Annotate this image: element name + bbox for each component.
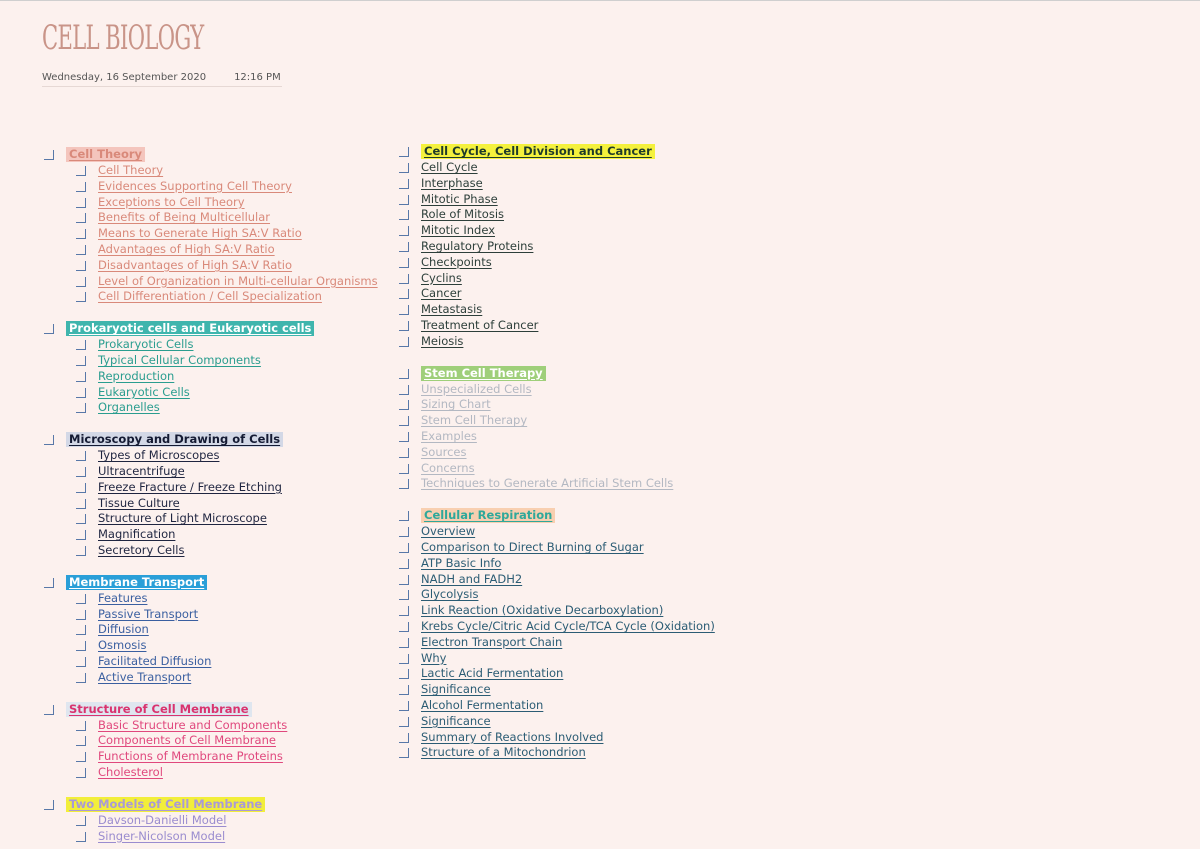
- checkbox-icon[interactable]: [399, 147, 409, 157]
- section-heading-label[interactable]: Prokaryotic cells and Eukaryotic cells: [66, 321, 314, 336]
- checkbox-icon[interactable]: [76, 673, 86, 683]
- checkbox-icon[interactable]: [76, 625, 86, 635]
- outline-item-link[interactable]: Osmosis: [98, 638, 147, 653]
- outline-item-link[interactable]: Examples: [421, 429, 477, 443]
- checkbox-icon[interactable]: [399, 385, 409, 395]
- checkbox-icon[interactable]: [399, 543, 409, 553]
- outline-item-link[interactable]: Why: [421, 650, 447, 665]
- outline-item-link[interactable]: Alcohol Fermentation: [421, 698, 544, 712]
- checkbox-icon[interactable]: [399, 195, 409, 205]
- outline-item-link[interactable]: Typical Cellular Components: [98, 353, 261, 367]
- outline-item-link[interactable]: Davson-Danielli Model: [98, 812, 227, 827]
- outline-item-link[interactable]: Cancer: [421, 286, 462, 301]
- top-divider: [0, 0, 1200, 1]
- checkbox-icon[interactable]: [44, 705, 54, 715]
- outline-item-link[interactable]: Summary of Reactions Involved: [421, 729, 604, 744]
- checkbox-icon[interactable]: [399, 210, 409, 220]
- checkbox-icon[interactable]: [399, 606, 409, 616]
- checkbox-icon[interactable]: [44, 578, 54, 588]
- outline-item-link[interactable]: Overview: [421, 524, 476, 539]
- section-heading-label[interactable]: Two Models of Cell Membrane: [66, 797, 265, 812]
- outline-item-link[interactable]: Electron Transport Chain: [421, 634, 563, 649]
- checkbox-icon[interactable]: [44, 800, 54, 810]
- outline-item-link[interactable]: Krebs Cycle/Citric Acid Cycle/TCA Cycle (Oxidation): [421, 619, 715, 633]
- checkbox-icon[interactable]: [76, 721, 86, 731]
- checkbox-icon[interactable]: [76, 610, 86, 620]
- outline-item-link[interactable]: Diffusion: [98, 622, 149, 637]
- checkbox-icon[interactable]: [399, 575, 409, 585]
- checkbox-icon[interactable]: [399, 479, 409, 489]
- checkbox-icon[interactable]: [399, 289, 409, 299]
- checkbox-icon[interactable]: [399, 448, 409, 458]
- checkbox-icon[interactable]: [44, 435, 54, 445]
- outline-item-link[interactable]: Reproduction: [98, 368, 175, 383]
- checkbox-icon[interactable]: [76, 229, 86, 239]
- outline-item-link[interactable]: Role of Mitosis: [421, 207, 505, 222]
- outline-item-link[interactable]: Basic Structure and Components: [98, 717, 288, 732]
- checkbox-icon[interactable]: [399, 685, 409, 695]
- checkbox-icon[interactable]: [399, 654, 409, 664]
- checkbox-icon[interactable]: [399, 163, 409, 173]
- outline-item-link[interactable]: Concerns: [421, 460, 475, 475]
- outline-item-link[interactable]: Lactic Acid Fermentation: [421, 666, 564, 681]
- section-heading-label[interactable]: Structure of Cell Membrane: [66, 702, 252, 717]
- outline-item-link[interactable]: Regulatory Proteins: [421, 239, 534, 253]
- checkbox-icon[interactable]: [399, 717, 409, 727]
- outline-item-link[interactable]: Organelles: [98, 400, 160, 415]
- checkbox-icon[interactable]: [399, 321, 409, 331]
- checkbox-icon[interactable]: [76, 514, 86, 524]
- outline-item-link[interactable]: Level of Organization in Multi-cellular Organisms: [98, 273, 378, 288]
- checkbox-icon[interactable]: [399, 559, 409, 569]
- outline-item-link[interactable]: Mitotic Phase: [421, 191, 498, 206]
- checkbox-icon[interactable]: [76, 245, 86, 255]
- checkbox-icon[interactable]: [399, 242, 409, 252]
- checkbox-icon[interactable]: [399, 748, 409, 758]
- outline-item-link[interactable]: Significance: [421, 682, 491, 697]
- outline-item-link[interactable]: Treatment of Cancer: [421, 318, 539, 332]
- checkbox-icon[interactable]: [399, 701, 409, 711]
- outline-item-link[interactable]: Metastasis: [421, 302, 483, 317]
- outline-item-link[interactable]: Cholesterol: [98, 765, 163, 779]
- checkbox-icon[interactable]: [399, 416, 409, 426]
- section-heading-label[interactable]: Membrane Transport: [66, 575, 207, 590]
- section-heading-label[interactable]: Microscopy and Drawing of Cells: [66, 432, 283, 447]
- checkbox-icon[interactable]: [76, 213, 86, 223]
- checkbox-icon[interactable]: [76, 657, 86, 667]
- checkbox-icon[interactable]: [399, 400, 409, 410]
- outline-item-link[interactable]: Sizing Chart: [421, 397, 491, 412]
- outline-item-link[interactable]: Cell Theory: [98, 163, 164, 177]
- outline-item-link[interactable]: Link Reaction (Oxidative Decarboxylation): [421, 603, 664, 618]
- checkbox-icon[interactable]: [399, 669, 409, 679]
- checkbox-icon[interactable]: [76, 832, 86, 842]
- outline-item-link[interactable]: Cell Differentiation / Cell Specialization: [98, 289, 322, 304]
- checkbox-icon[interactable]: [76, 388, 86, 398]
- outline-item-link[interactable]: Secretory Cells: [98, 543, 185, 557]
- outline-item-link[interactable]: Unspecialized Cells: [421, 381, 532, 396]
- outline-item-link[interactable]: Checkpoints: [421, 254, 492, 269]
- checkbox-icon[interactable]: [399, 464, 409, 474]
- checkbox-icon[interactable]: [76, 372, 86, 382]
- checkbox-icon[interactable]: [44, 324, 54, 334]
- outline-item-link[interactable]: Structure of a Mitochondrion: [421, 745, 586, 760]
- outline-item-link[interactable]: Ultracentrifuge: [98, 464, 185, 478]
- outline-item-link[interactable]: Disadvantages of High SA:V Ratio: [98, 257, 293, 272]
- checkbox-icon[interactable]: [76, 356, 86, 366]
- outline-item-link[interactable]: Tissue Culture: [98, 495, 180, 510]
- checkbox-icon[interactable]: [76, 340, 86, 350]
- checkbox-icon[interactable]: [399, 274, 409, 284]
- checkbox-icon[interactable]: [399, 305, 409, 315]
- outline-item-link[interactable]: Facilitated Diffusion: [98, 654, 212, 668]
- outline-item-link[interactable]: Passive Transport: [98, 606, 199, 621]
- checkbox-icon[interactable]: [76, 403, 86, 413]
- section-heading-label[interactable]: Cell Cycle, Cell Division and Cancer: [421, 144, 655, 159]
- outline-item-link[interactable]: Meiosis: [421, 333, 464, 348]
- checkbox-icon[interactable]: [76, 816, 86, 826]
- section-heading-label[interactable]: Stem Cell Therapy: [421, 366, 546, 381]
- checkbox-icon[interactable]: [76, 499, 86, 509]
- outline-item-link[interactable]: Components of Cell Membrane: [98, 733, 276, 748]
- outline-item-link[interactable]: Glycolysis: [421, 587, 479, 602]
- checkbox-icon[interactable]: [76, 467, 86, 477]
- outline-item-link[interactable]: Evidences Supporting Cell Theory: [98, 178, 292, 193]
- outline-item-link[interactable]: Stem Cell Therapy: [421, 413, 528, 428]
- checkbox-icon[interactable]: [76, 736, 86, 746]
- outline-item-link[interactable]: Active Transport: [98, 669, 192, 684]
- checkbox-icon[interactable]: [76, 182, 86, 192]
- outline-item-link[interactable]: Advantages of High SA:V Ratio: [98, 242, 275, 256]
- outline-item-link[interactable]: Structure of Light Microscope: [98, 511, 267, 526]
- checkbox-icon[interactable]: [399, 337, 409, 347]
- outline-item-link[interactable]: Benefits of Being Multicellular: [98, 210, 271, 225]
- checkbox-icon[interactable]: [76, 594, 86, 604]
- checkbox-icon[interactable]: [76, 261, 86, 271]
- outline-item-link[interactable]: ATP Basic Info: [421, 555, 502, 570]
- page-title: CELL BIOLOGY: [42, 18, 204, 58]
- checkbox-icon[interactable]: [76, 768, 86, 778]
- checkbox-icon[interactable]: [399, 590, 409, 600]
- outline-item-link[interactable]: Interphase: [421, 175, 483, 190]
- outline-item-link[interactable]: NADH and FADH2: [421, 571, 523, 586]
- checkbox-icon[interactable]: [76, 451, 86, 461]
- checkbox-icon[interactable]: [399, 432, 409, 442]
- checkbox-icon[interactable]: [399, 258, 409, 268]
- checkbox-icon[interactable]: [399, 733, 409, 743]
- checkbox-icon[interactable]: [76, 530, 86, 540]
- checkbox-icon[interactable]: [399, 369, 409, 379]
- checkbox-icon[interactable]: [399, 226, 409, 236]
- outline-item-link[interactable]: Cyclins: [421, 270, 462, 285]
- outline-item-link[interactable]: Features: [98, 590, 148, 605]
- checkbox-icon[interactable]: [399, 622, 409, 632]
- outline-item-link[interactable]: Exceptions to Cell Theory: [98, 194, 245, 209]
- outline-item-link[interactable]: Cell Cycle: [421, 160, 478, 174]
- outline-item-link[interactable]: Comparison to Direct Burning of Sugar: [421, 540, 644, 554]
- outline-item-link[interactable]: Singer-Nicolson Model: [98, 828, 226, 843]
- outline-item-link[interactable]: Techniques to Generate Artificial Stem Cells: [421, 476, 674, 491]
- checkbox-icon[interactable]: [76, 198, 86, 208]
- checkbox-icon[interactable]: [76, 641, 86, 651]
- outline-item-link[interactable]: Mitotic Index: [421, 223, 496, 238]
- outline-item-link[interactable]: Prokaryotic Cells: [98, 337, 194, 352]
- outline-item-link[interactable]: Types of Microscopes: [98, 448, 220, 463]
- page-time: 12:16 PM: [234, 72, 281, 83]
- checkbox-icon[interactable]: [76, 277, 86, 287]
- outline-item-link[interactable]: Magnification: [98, 527, 176, 542]
- section-heading-label[interactable]: Cellular Respiration: [421, 508, 555, 523]
- page-timestamp: [42, 72, 282, 87]
- checkbox-icon[interactable]: [44, 150, 54, 160]
- checkbox-icon[interactable]: [76, 166, 86, 176]
- checkbox-icon[interactable]: [399, 511, 409, 521]
- outline-item-link[interactable]: Functions of Membrane Proteins: [98, 749, 283, 764]
- outline-item-link[interactable]: Freeze Fracture / Freeze Etching: [98, 479, 282, 494]
- outline-item-link[interactable]: Eukaryotic Cells: [98, 384, 190, 399]
- checkbox-icon[interactable]: [399, 527, 409, 537]
- checkbox-icon[interactable]: [76, 292, 86, 302]
- checkbox-icon[interactable]: [76, 752, 86, 762]
- outline-item-link[interactable]: Means to Generate High SA:V Ratio: [98, 226, 302, 241]
- checkbox-icon[interactable]: [76, 483, 86, 493]
- checkbox-icon[interactable]: [399, 179, 409, 189]
- page-date: Wednesday, 16 September 2020: [42, 72, 207, 83]
- checkbox-icon[interactable]: [76, 546, 86, 556]
- checkbox-icon[interactable]: [399, 638, 409, 648]
- outline-item-link[interactable]: Sources: [421, 444, 467, 459]
- section-heading-label[interactable]: Cell Theory: [66, 147, 145, 162]
- outline-item-link[interactable]: Significance: [421, 713, 491, 728]
